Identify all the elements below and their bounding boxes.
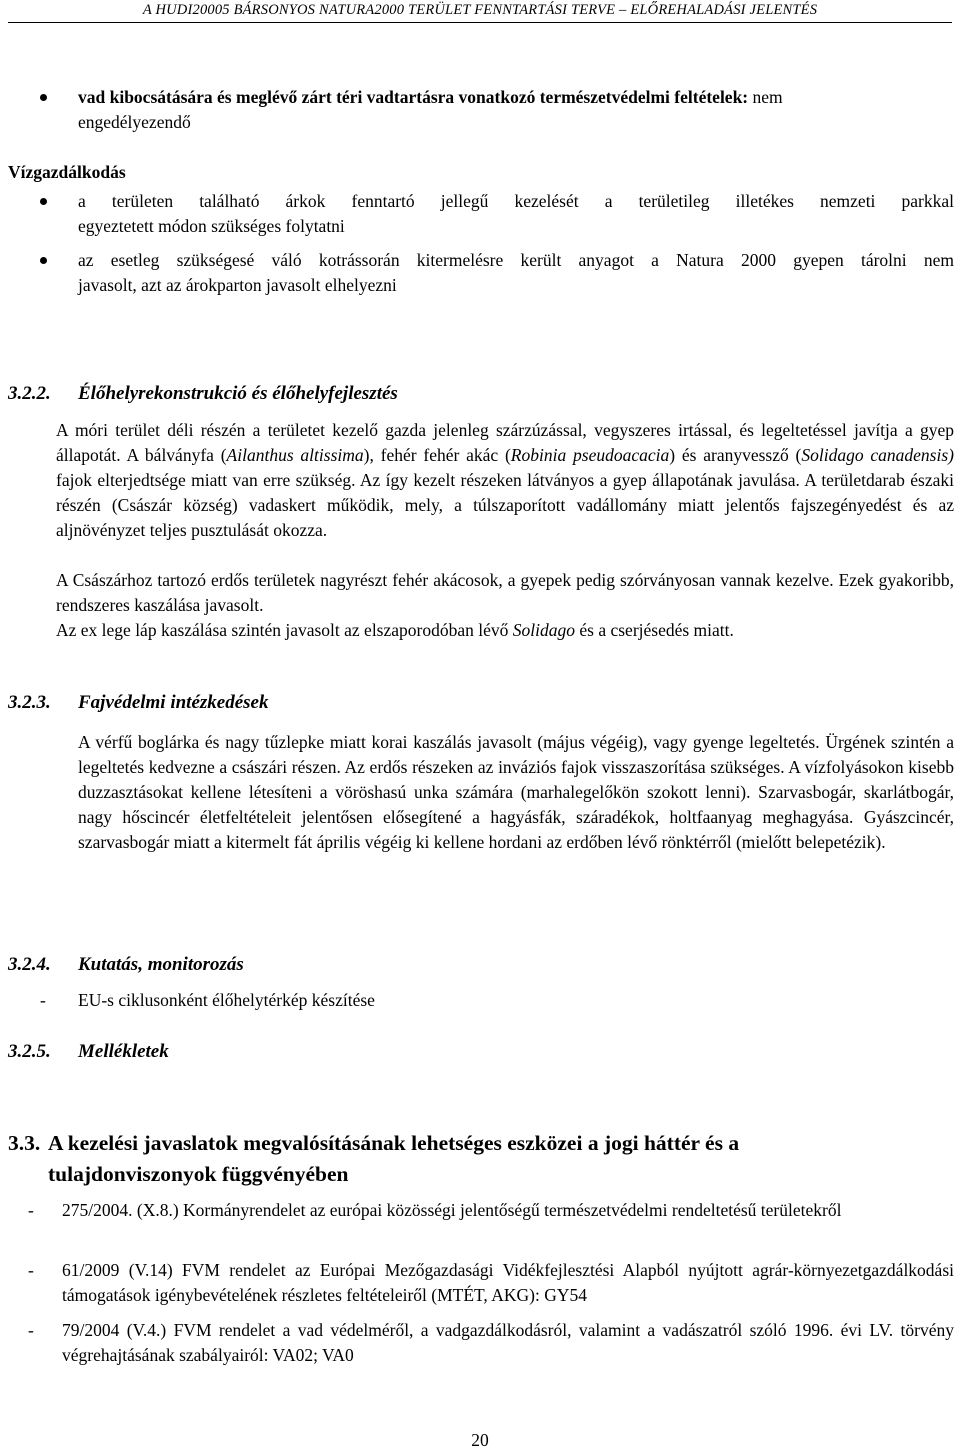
running-header: A HUDI20005 BÁRSONYOS NATURA2000 TERÜLET FENNTARTÁSI TERVE – ELŐREHALADÁSI JELENTÉS bbox=[142, 2, 818, 18]
water-bullet-1-line-1: a területen található árkok fenntartó jellegű kezelését a területileg illetékes nemzeti parkkal bbox=[78, 191, 954, 211]
section-number-324: 3.2.4. bbox=[8, 954, 51, 975]
s322-paragraph-2: A Császárhoz tartozó erdős területek nagyrészt fehér akácosok, a gyepek pedig szórványosan vannak kezelve. Ezek gyakoribb, rendszeres kaszálása javasolt. bbox=[56, 570, 954, 615]
dash-marker: - bbox=[40, 990, 46, 1010]
law-list-item-3: 79/2004 (V.4.) FVM rendelet a vad védelméről, a vadgazdálkodásról, valamint a vadászatról szóló 1996. évi LV. törvény végrehajtásának szabályairól: VA02; VA0 bbox=[62, 1320, 954, 1365]
top-bullet-text bbox=[78, 85, 954, 135]
header-divider bbox=[8, 22, 952, 23]
top-bullet-bold: vad kibocsátására és meglévő zárt téri vadtartásra vonatkozó természetvédelmi feltételek: bbox=[78, 87, 749, 107]
section-number-33: 3.3. bbox=[8, 1131, 41, 1155]
water-bullet-2-line-1: az esetleg szükségesé váló kotrássorán kitermelésre került anyagot a Natura 2000 gyepen tárolni nem bbox=[78, 250, 954, 270]
section-title-323: Fajvédelmi intézkedések bbox=[78, 692, 269, 713]
s323-paragraph-1: A vérfű boglárka és nagy tűzlepke miatt korai kaszálás javasolt (május végéig), vagy gyenge legeltetés. Ürgének szintén a legeltetés kedvezne a császári részen. Az erdős részeken az inváziós fajok visszaszorítása szükséges. A vízfolyásokon kisebb duzzasztásokat kellene létesíteni a vöröshasú unka számára (marhalegelőkön szokott lenni). Szarvasbogár, skarlátbogár, nagy hőscincér életfeltételeit jelentősen elősegítené a hagyásfák, száradékok, holtfaanyag meghagyása. Gyászcincér, szarvasbogár miatt a kitermelt fát április végéig ki kellene hordani az erdőben lévő rönktérről (mielőtt belepetézik). bbox=[78, 732, 954, 852]
s322-p1-a: A móri terület déli részén a területet kezelő gazda jelenleg szárzúzással, vegyszeres irtással, és legeltetéssel javítja a gyep állapotát. A bálványfa ( bbox=[56, 420, 954, 465]
bullet-icon bbox=[40, 94, 47, 101]
s322-p3-c: és a cserjésedés miatt. bbox=[575, 620, 734, 640]
section-number-323: 3.2.3. bbox=[8, 692, 51, 713]
s322-p3-a: Az ex lege láp kaszálása szintén javasolt az elszaporodóban lévő bbox=[56, 620, 513, 640]
top-bullet-line2: engedélyezendő bbox=[78, 112, 191, 132]
s322-p1-c: ), fehér fehér akác ( bbox=[363, 445, 511, 465]
dash-marker: - bbox=[28, 1200, 34, 1220]
section-title-322: Élőhelyrekonstrukció és élőhelyfejlesztés bbox=[78, 383, 398, 404]
species-solidago: Solidago canadensis) bbox=[801, 445, 954, 465]
s322-p1-e: ) és aranyvessző ( bbox=[669, 445, 802, 465]
section-title-33-line-1: A kezelési javaslatok megvalósításának lehetséges eszközei a jogi háttér és a bbox=[48, 1131, 740, 1155]
water-bullet-2-line-2: javasolt, azt az árokparton javasolt elhelyezni bbox=[78, 275, 397, 295]
s322-paragraph-3 bbox=[56, 618, 954, 643]
s322-paragraph-1 bbox=[56, 418, 954, 543]
bullet-icon bbox=[40, 257, 47, 264]
dash-marker: - bbox=[28, 1260, 34, 1280]
species-robinia: Robinia pseudoacacia bbox=[510, 445, 670, 465]
dash-marker: - bbox=[28, 1320, 34, 1340]
s324-list-item: EU-s ciklusonként élőhelytérkép készítése bbox=[78, 990, 375, 1010]
water-bullet-1 bbox=[78, 189, 954, 239]
water-bullet-2 bbox=[78, 248, 954, 298]
species-ailanthus: Ailanthus altissima bbox=[226, 445, 364, 465]
section-title-33-line-2: tulajdonviszonyok függvényében bbox=[48, 1162, 349, 1186]
bullet-icon bbox=[40, 198, 47, 205]
law-list-item-1: 275/2004. (X.8.) Kormányrendelet az európai közösségi jelentőségű természetvédelmi rendeltetésű területekről bbox=[62, 1200, 842, 1220]
section-title-324: Kutatás, monitorozás bbox=[78, 954, 244, 975]
section-title-33 bbox=[48, 1128, 954, 1190]
section-title-325: Mellékletek bbox=[78, 1041, 169, 1062]
s322-p1-g: fajok elterjedtsége miatt van erre szükség. Az így kezelt részeken látványos a gyep állapotának javulása. A területdarab északi részén (Császár község) vadaskert működik, mely, a túlszaporított vadállomány miatt jelentős fajszegényedést és az aljnövényzet teljes pusztulását okozza. bbox=[56, 470, 954, 540]
section-heading-vizgazdalkodas: Vízgazdálkodás bbox=[8, 162, 126, 182]
section-number-325: 3.2.5. bbox=[8, 1041, 51, 1062]
water-bullet-1-line-2: egyeztetett módon szükséges folytatni bbox=[78, 216, 345, 236]
top-bullet-rest: nem bbox=[748, 87, 783, 107]
page-number: 20 bbox=[471, 1430, 489, 1450]
section-number-322: 3.2.2. bbox=[8, 383, 51, 404]
species-solidago-2: Solidago bbox=[512, 620, 575, 640]
law-list-item-2: 61/2009 (V.14) FVM rendelet az Európai Mezőgazdasági Vidékfejlesztési Alapból nyújtott agrár-környezetgazdálkodási támogatások igénybevételének részletes feltételeiről (MTÉT, AKG): GY54 bbox=[62, 1260, 954, 1305]
